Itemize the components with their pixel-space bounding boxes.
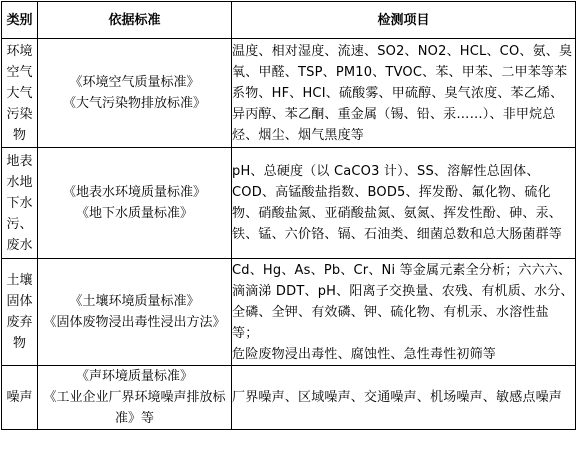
standard-name: 《土壤环境质量标准》 xyxy=(69,294,200,309)
header-items: 检测项目 xyxy=(232,2,576,39)
items-text: 危险废物浸出毒性、腐蚀性、急性毒性初筛等 xyxy=(232,346,497,362)
items-text: 温度、相对湿度、流速、SO2、NO2、HCL、CO、氨、臭氧、甲醛、TSP、PM10、TVOC、苯、甲苯、二甲苯等苯系物、HF、HCI、硫酸雾、甲硫醇、臭气浓度、苯乙烯、异丙醇、苯乙酮、重金属（锡、铅、汞……）、非甲烷总烃、烟尘、烟气黑度等 xyxy=(232,43,573,143)
standard-name: 《声环境质量标准》 xyxy=(75,369,193,384)
table-row xyxy=(2,259,576,366)
category-cell: 环境空气大气污染物 xyxy=(2,39,38,148)
items-cell xyxy=(232,39,576,148)
table-row xyxy=(2,148,576,259)
standard-cell xyxy=(38,39,232,148)
items-text: 厂界噪声、区域噪声、交通噪声、机场噪声、敏感点噪声 xyxy=(232,390,563,405)
items-cell xyxy=(232,259,576,366)
standard-name: 《地下水质量标准》 xyxy=(75,206,193,221)
items-cell xyxy=(232,148,576,259)
standard-cell xyxy=(38,366,232,430)
standard-name: 《工业企业厂界环境噪声排放标准》等 xyxy=(43,390,226,426)
header-standard: 依据标准 xyxy=(38,2,232,39)
standard-name: 《环境空气质量标准》 xyxy=(69,75,200,90)
items-cell xyxy=(232,366,576,430)
table-row xyxy=(2,366,576,430)
header-category: 类别 xyxy=(2,2,38,39)
table-row xyxy=(2,39,576,148)
monitoring-table xyxy=(1,1,576,430)
standard-cell xyxy=(38,148,232,259)
table-header-row xyxy=(2,2,576,39)
category-cell: 土壤固体废弃物 xyxy=(2,259,38,366)
standard-name: 《地表水环境质量标准》 xyxy=(62,185,206,200)
standard-cell xyxy=(38,259,232,366)
category-cell: 噪声 xyxy=(2,366,38,430)
category-cell: 地表水地下水污、废水 xyxy=(2,148,38,259)
items-text: pH、总硬度（以 CaCO3 计）、SS、溶解性总固体、COD、高锰酸盐指数、BOD5、挥发酚、氟化物、硫化物、硝酸盐氮、亚硝酸盐氮、氨氮、挥发性酚、砷、汞、铁、锰、六价铬、镉、石油类、细菌总数和总大肠菌群等 xyxy=(232,164,563,242)
standard-name: 《固体废物浸出毒性浸出方法》 xyxy=(43,315,226,330)
standard-name: 《大气污染物排放标准》 xyxy=(62,96,206,111)
items-text: Cd、Hg、As、Pb、Cr、Ni 等金属元素全分析；六六六、滴滴涕 DDT、pH、阳离子交换量、农残、有机质、水分、全磷、全钾、有效磷、钾、硫化物、有机汞、水溶性盐等； xyxy=(232,262,574,341)
